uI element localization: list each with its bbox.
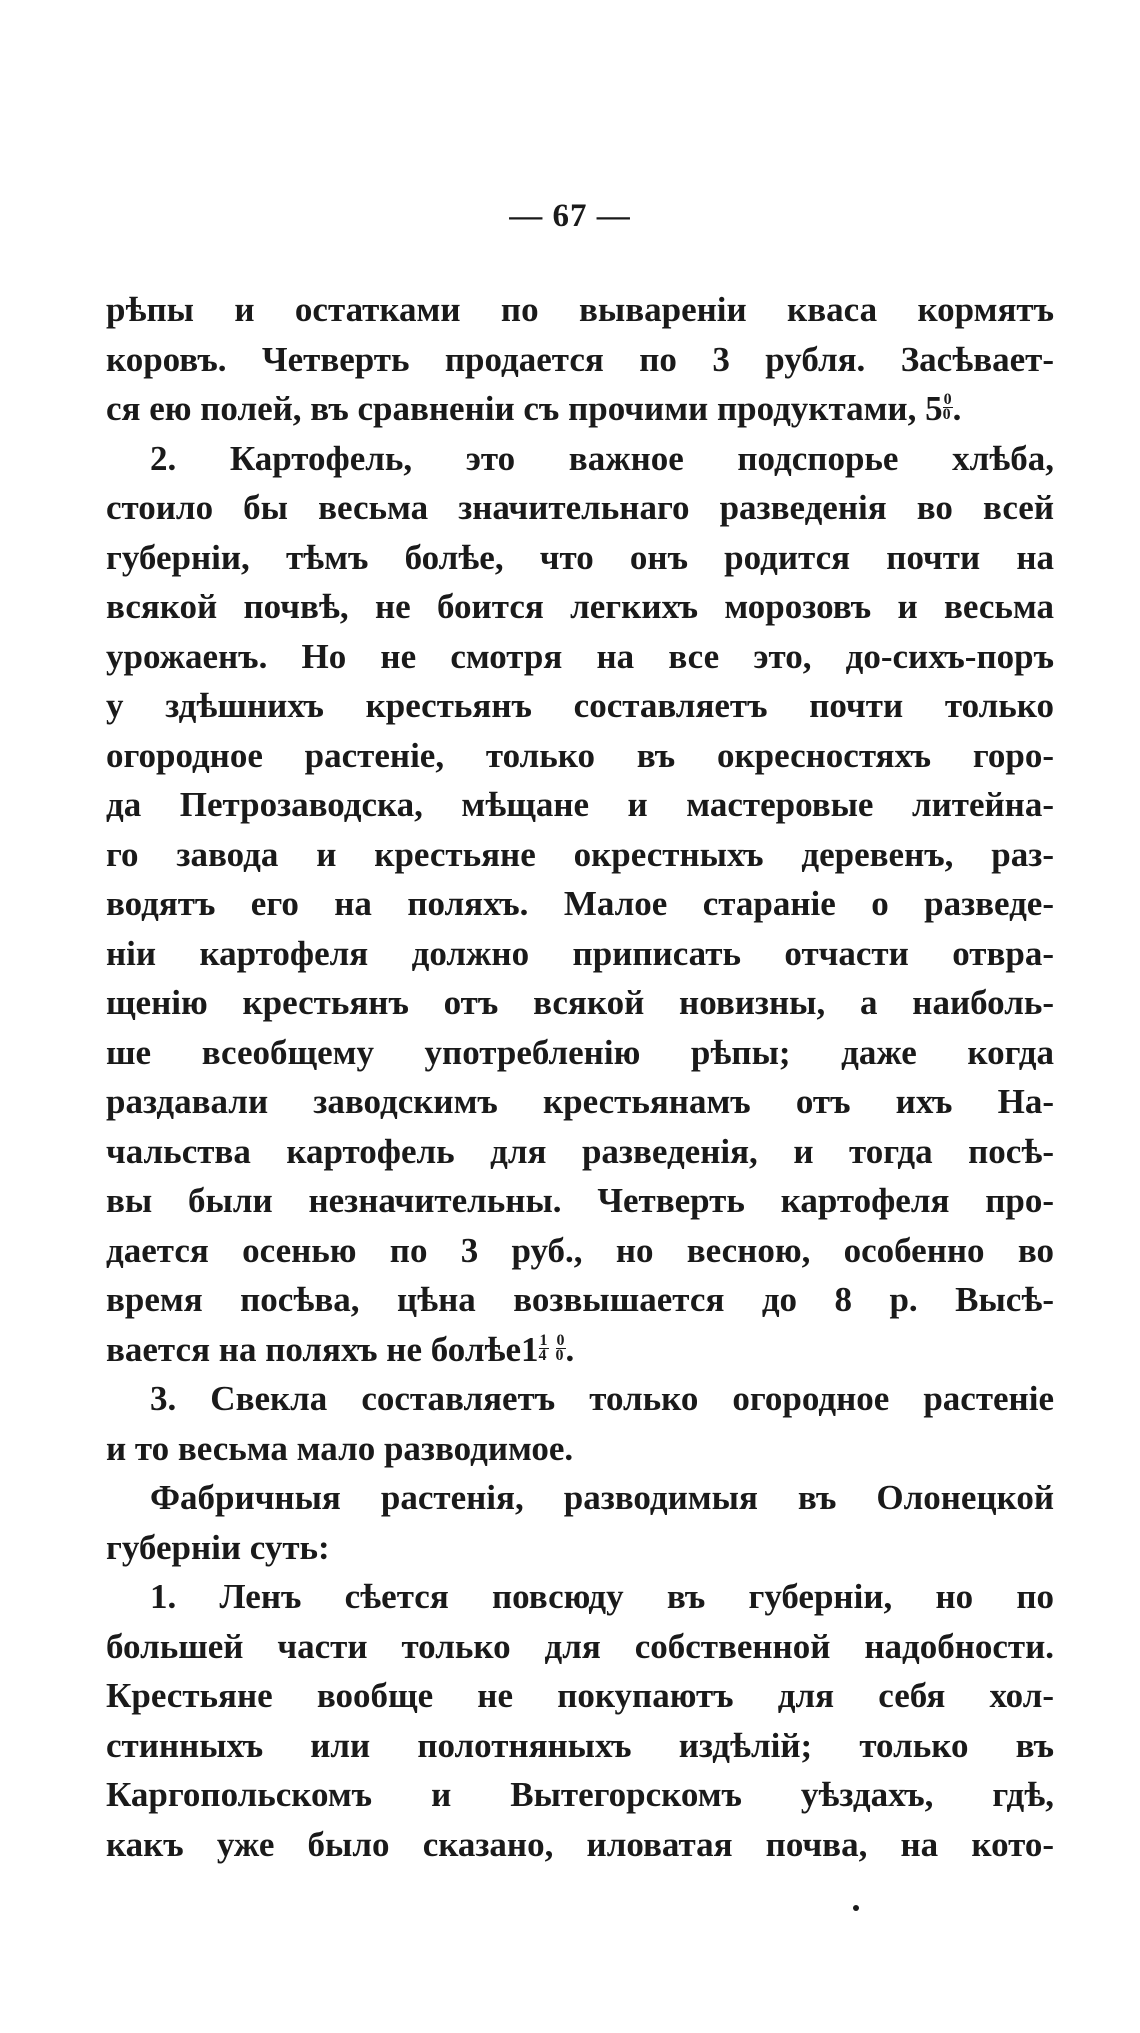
text-line bbox=[106, 1572, 1054, 1622]
line-content bbox=[106, 1671, 1054, 1721]
line-content bbox=[106, 285, 1054, 335]
text-line bbox=[106, 1473, 1054, 1523]
text-line bbox=[106, 1275, 1054, 1325]
line-text: 1. Ленъ сѣется повсюду въ губерніи, но по bbox=[150, 1577, 1054, 1616]
fraction bbox=[555, 1331, 566, 1364]
line-text: у здѣшнихъ крестьянъ составляетъ почти только bbox=[106, 686, 1054, 725]
line-text: ше всеобщему употребленію рѣпы; даже когда bbox=[106, 1032, 1054, 1072]
line-content bbox=[106, 632, 1054, 682]
fraction-suffix: . bbox=[565, 1329, 575, 1369]
text-line bbox=[106, 582, 1054, 632]
line-text: ся ею полей, въ сравненіи съ прочими продуктами, 5 bbox=[106, 389, 943, 428]
line-text: стоило бы весьма значительнаго разведенія во всей bbox=[106, 488, 1054, 527]
text-line bbox=[106, 285, 1054, 335]
line-content bbox=[106, 483, 1054, 533]
line-text: огородное растеніе, только въ окресностяхъ горо- bbox=[106, 735, 1054, 775]
line-content bbox=[106, 1226, 1054, 1276]
line-content bbox=[106, 533, 1054, 583]
page-number: — 67 — bbox=[509, 198, 631, 234]
text-line bbox=[106, 731, 1054, 781]
fraction-denominator: 0 bbox=[555, 1346, 564, 1364]
line-content bbox=[150, 1473, 1054, 1523]
text-line bbox=[106, 1770, 1054, 1820]
fraction-numerator: 0 bbox=[943, 391, 952, 409]
line-content bbox=[150, 1374, 1054, 1424]
print-speck bbox=[853, 1905, 859, 1911]
line-text: Крестьяне вообще не покупаютъ для себя хол- bbox=[106, 1676, 1054, 1715]
line-content bbox=[106, 1127, 1054, 1177]
text-line bbox=[106, 1374, 1054, 1424]
line-text: чальства картофель для разведенія, и тогда посѣ- bbox=[106, 1131, 1054, 1171]
line-content bbox=[106, 830, 1054, 880]
text-line bbox=[106, 1820, 1054, 1870]
text-line bbox=[106, 1424, 1054, 1474]
line-text: стинныхъ или полотняныхъ издѣлій; только въ bbox=[106, 1725, 1054, 1765]
line-text: 2. Картофель, это важное подспорье хлѣба, bbox=[150, 438, 1054, 478]
line-text: и то весьма мало разводимое. bbox=[106, 1428, 574, 1468]
line-text: ніи картофеля должно приписать отчасти отвра- bbox=[106, 933, 1054, 973]
line-text: го завода и крестьяне окрестныхъ деревенъ, раз- bbox=[106, 834, 1054, 874]
line-content bbox=[106, 879, 1054, 929]
fraction-numerator: 1 bbox=[539, 1331, 548, 1349]
text-line bbox=[106, 978, 1054, 1028]
line-text: рѣпы и остатками по вывареніи кваса кормятъ bbox=[106, 290, 1054, 329]
text-line bbox=[106, 533, 1054, 583]
line-content bbox=[106, 978, 1054, 1028]
line-content bbox=[106, 1325, 574, 1375]
line-text: водятъ его на поляхъ. Малое стараніе о разведе- bbox=[106, 884, 1054, 923]
line-content bbox=[106, 1077, 1054, 1127]
thin-space bbox=[549, 1330, 556, 1369]
fraction-denominator: 0 bbox=[942, 406, 951, 424]
text-line bbox=[106, 1226, 1054, 1276]
line-text: вы были незначительны. Четверть картофеля про- bbox=[106, 1181, 1054, 1220]
text-line bbox=[106, 1671, 1054, 1721]
fraction bbox=[943, 393, 953, 422]
line-content bbox=[106, 582, 1054, 632]
text-line bbox=[106, 1721, 1054, 1771]
line-text: губерніи, тѣмъ болѣе, что онъ родится почти на bbox=[106, 537, 1054, 577]
fraction-suffix: . bbox=[952, 389, 962, 428]
text-line bbox=[106, 483, 1054, 533]
line-content bbox=[106, 384, 961, 434]
line-content bbox=[106, 780, 1054, 830]
line-text: коровъ. Четверть продается по 3 рубля. Засѣвает- bbox=[106, 339, 1054, 379]
text-line bbox=[106, 929, 1054, 979]
line-content bbox=[150, 434, 1054, 484]
line-content bbox=[106, 731, 1054, 781]
line-text: 3. Свекла составляетъ только огородное растеніе bbox=[150, 1379, 1054, 1418]
line-text: дается осенью по 3 руб., но весною, особенно во bbox=[106, 1230, 1054, 1270]
line-content bbox=[106, 1820, 1054, 1870]
fraction-denominator: 4 bbox=[538, 1346, 547, 1364]
text-line bbox=[106, 1325, 1054, 1375]
fraction-numerator: 0 bbox=[556, 1331, 565, 1349]
text-line bbox=[106, 632, 1054, 682]
line-text: Фабричныя растенія, разводимыя въ Олонецкой bbox=[150, 1478, 1054, 1517]
line-text: Каргопольскомъ и Вытегорскомъ уѣздахъ, гдѣ, bbox=[106, 1775, 1054, 1814]
line-content bbox=[106, 1721, 1054, 1771]
line-content bbox=[106, 1523, 330, 1573]
text-line bbox=[106, 1523, 1054, 1573]
line-content bbox=[106, 929, 1054, 979]
text-line bbox=[106, 434, 1054, 484]
line-content bbox=[106, 681, 1054, 731]
text-line bbox=[106, 1127, 1054, 1177]
line-text: губерніи суть: bbox=[106, 1527, 330, 1567]
line-text: вается на поляхъ не болѣе1 bbox=[106, 1329, 539, 1369]
text-line bbox=[106, 879, 1054, 929]
line-text: да Петрозаводска, мѣщане и мастеровые литейна- bbox=[106, 785, 1054, 824]
text-line bbox=[106, 830, 1054, 880]
text-line bbox=[106, 1028, 1054, 1078]
body-text bbox=[106, 285, 1054, 1869]
line-content bbox=[106, 1028, 1054, 1078]
text-line bbox=[106, 384, 1054, 434]
line-text: время посѣва, цѣна возвышается до 8 р. Высѣ- bbox=[106, 1280, 1054, 1319]
line-text: всякой почвѣ, не боится легкихъ морозовъ и весьма bbox=[106, 587, 1054, 626]
line-text: урожаенъ. Но не смотря на все это, до-сихъ-поръ bbox=[106, 636, 1054, 676]
text-line bbox=[106, 1622, 1054, 1672]
line-content bbox=[106, 1275, 1054, 1325]
line-text: раздавали заводскимъ крестьянамъ отъ ихъ На- bbox=[106, 1082, 1054, 1121]
text-line bbox=[106, 335, 1054, 385]
fraction bbox=[538, 1331, 549, 1364]
text-line bbox=[106, 1077, 1054, 1127]
text-line bbox=[106, 780, 1054, 830]
line-content bbox=[150, 1572, 1054, 1622]
line-content bbox=[106, 1176, 1054, 1226]
line-text: щенію крестьянъ отъ всякой новизны, а наиболь- bbox=[106, 983, 1054, 1022]
line-text: большей части только для собственной надобности. bbox=[106, 1626, 1054, 1666]
line-text: какъ уже было сказано, иловатая почва, на кото- bbox=[106, 1824, 1054, 1864]
text-line bbox=[106, 1176, 1054, 1226]
line-content bbox=[106, 1424, 573, 1474]
text-line bbox=[106, 681, 1054, 731]
line-content bbox=[106, 1622, 1054, 1672]
line-content bbox=[106, 1770, 1054, 1820]
line-content bbox=[106, 335, 1054, 385]
